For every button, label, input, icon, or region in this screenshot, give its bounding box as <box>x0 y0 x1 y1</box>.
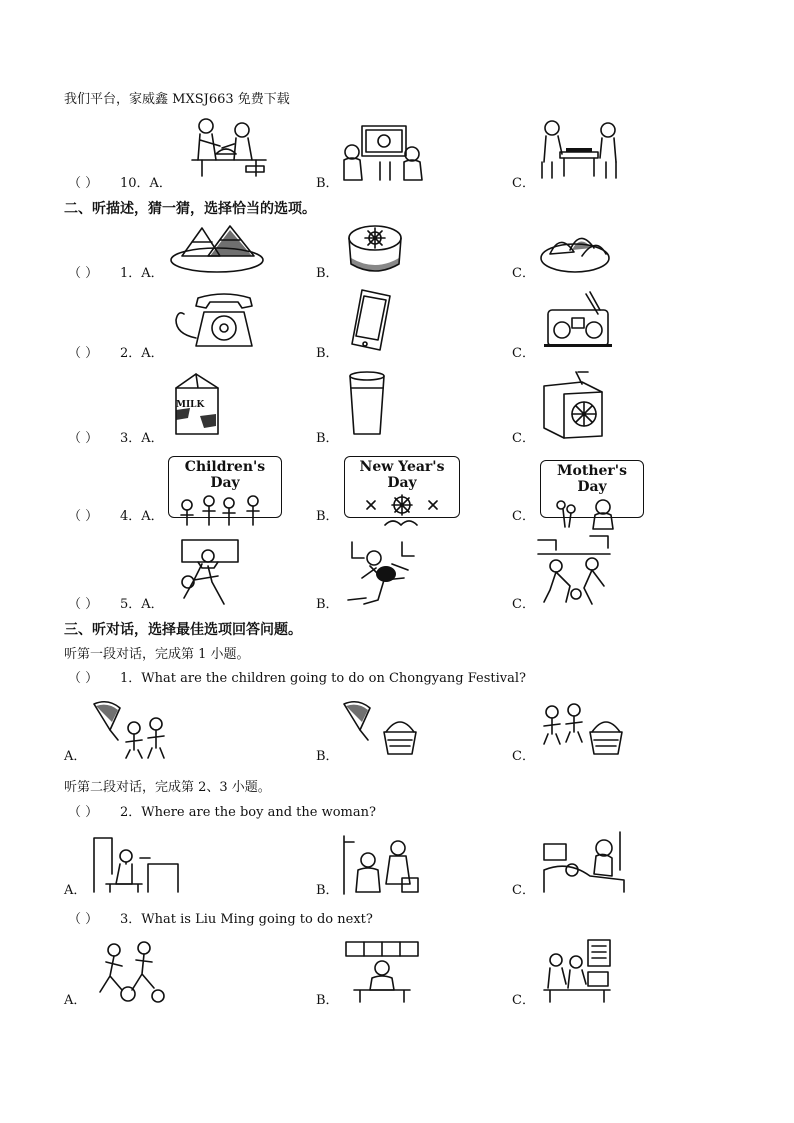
q10-option-c: C． <box>512 176 535 191</box>
picture-mobile-phone <box>348 288 394 352</box>
dialog1-instruction: 听第一段对话，完成第 1 小题。 <box>64 647 250 662</box>
picture-telephone <box>170 290 258 352</box>
picture-cooking-together <box>186 116 270 182</box>
picture-juice-box <box>540 370 606 440</box>
s2-q2-number: 2．A． <box>120 346 164 361</box>
s2-q1-option-c: C． <box>512 266 535 281</box>
answer-paren: （ ） <box>68 509 99 524</box>
answer-paren: （ ） <box>68 805 99 820</box>
s2-q3-number: 3．A． <box>120 431 164 446</box>
section3-title: 三、听对话，选择最佳选项回答问题。 <box>64 622 302 638</box>
answer-paren: （ ） <box>68 431 99 446</box>
picture-basketball <box>172 538 242 608</box>
s2-q5-number: 5．A． <box>120 597 164 612</box>
picture-flowers-and-basket <box>340 700 420 758</box>
s3-question-1: 1．What are the children going to do on Chongyang Festival? <box>120 671 526 686</box>
picture-bedroom <box>538 830 628 894</box>
picture-watching-tv <box>340 122 424 182</box>
picture-children-and-basket <box>540 700 626 758</box>
picture-kitchen <box>92 834 180 894</box>
picture-studying-at-desk <box>344 940 420 1004</box>
picture-glass-of-water <box>346 370 388 438</box>
picture-milk-carton <box>170 370 224 438</box>
card-new-years-day <box>344 456 460 518</box>
answer-paren: （ ） <box>68 266 99 281</box>
card-mothers-day <box>540 460 644 518</box>
picture-ice-hockey <box>346 538 420 608</box>
picture-computer-room <box>540 938 614 1004</box>
s2-q5-option-b: B． <box>316 597 339 612</box>
s3-q3-option-b: B． <box>316 993 339 1008</box>
s3-question-3: 3．What is Liu Ming going to do next? <box>120 912 373 927</box>
s3-q2-option-b: B． <box>316 883 339 898</box>
s3-q2-option-c: C． <box>512 883 535 898</box>
s3-q1-option-b: B． <box>316 749 339 764</box>
s3-question-2: 2．Where are the boy and the woman? <box>120 805 376 820</box>
q10-option-b: B． <box>316 176 339 191</box>
picture-playing-chess <box>538 118 620 182</box>
picture-football <box>536 534 612 608</box>
s2-q3-option-c: C． <box>512 431 535 446</box>
picture-mooncake <box>344 222 406 276</box>
s2-q2-option-b: B． <box>316 346 339 361</box>
s3-q1-option-a: A． <box>64 749 87 764</box>
answer-paren: （ ） <box>68 912 99 927</box>
answer-paren: （ ） <box>68 176 99 191</box>
dialog2-instruction: 听第二段对话，完成第 2、3 小题。 <box>64 780 271 795</box>
picture-hospital <box>340 834 420 896</box>
card-childrens-day <box>168 456 282 518</box>
picture-dumplings <box>538 222 612 276</box>
card-title: New Year's Day <box>359 459 445 491</box>
picture-playing-football <box>92 940 170 1004</box>
picture-radio <box>540 290 614 352</box>
header-note: 我们平台，家威鑫 MXSJ663 免费下载 <box>64 92 290 107</box>
milk-label: MILK <box>176 400 205 410</box>
card-title: Children's Day <box>184 459 266 491</box>
picture-zongzi <box>168 222 266 276</box>
answer-paren: （ ） <box>68 597 99 612</box>
s2-q5-option-c: C． <box>512 597 535 612</box>
section2-title: 二、听描述，猜一猜，选择恰当的选项。 <box>64 201 316 217</box>
s2-q3-option-b: B． <box>316 431 339 446</box>
s2-q1-option-b: B． <box>316 266 339 281</box>
picture-flowers-and-children <box>90 700 172 760</box>
answer-paren: （ ） <box>68 346 99 361</box>
s2-q1-number: 1．A． <box>120 266 164 281</box>
s3-q3-option-c: C． <box>512 993 535 1008</box>
s2-q4-option-b: B． <box>316 509 339 524</box>
s2-q4-number: 4．A． <box>120 509 164 524</box>
q10-number: 10．A． <box>120 176 172 191</box>
s3-q3-option-a: A． <box>64 993 87 1008</box>
s3-q2-option-a: A． <box>64 883 87 898</box>
card-title: Mother's Day <box>557 463 627 495</box>
s2-q2-option-c: C． <box>512 346 535 361</box>
answer-paren: （ ） <box>68 671 99 686</box>
s3-q1-option-c: C． <box>512 749 535 764</box>
s2-q4-option-c: C． <box>512 509 535 524</box>
